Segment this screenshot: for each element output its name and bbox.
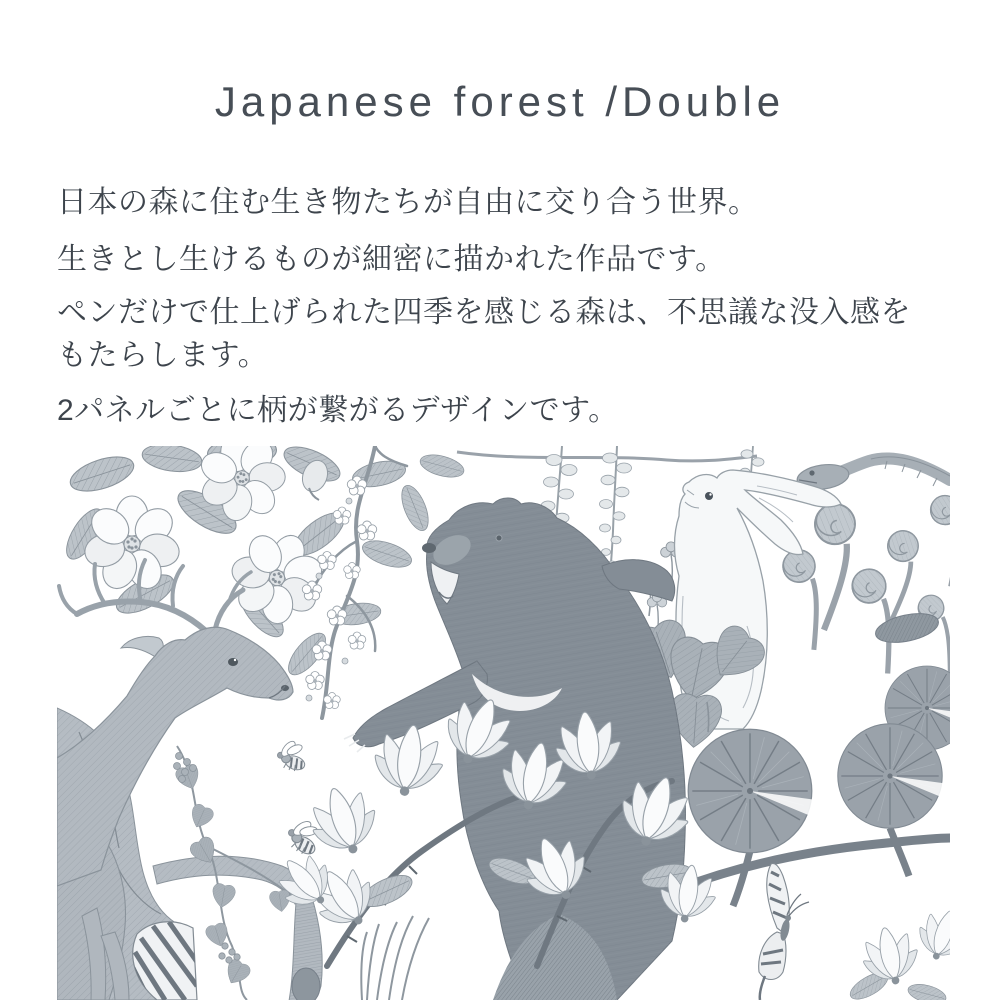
honeybees <box>275 737 321 858</box>
bee <box>286 817 320 858</box>
description-line-2: 生きとし生けるものが細密に描かれた作品です。 <box>57 243 726 276</box>
grass-blades <box>361 916 429 1000</box>
bee <box>275 737 308 776</box>
corner-blossoms <box>846 902 950 1000</box>
product-description <box>57 183 957 430</box>
forest-illustration-svg <box>57 446 950 1000</box>
product-title: Japanese forest /Double <box>214 78 786 125</box>
forest-illustration <box>57 446 950 1000</box>
berry-cluster <box>219 943 240 963</box>
description-line-1: 日本の森に住む生き物たちが自由に交り合う世界。 <box>57 186 759 219</box>
description-line-3: ペンだけで仕上げられた四季を感じる森は、不思議な没入感を <box>57 296 911 329</box>
fiddlehead-ferns <box>781 496 950 678</box>
description-line-4: もたらします。 <box>57 339 269 372</box>
camellia-cluster <box>59 446 466 681</box>
description-line-5: 2パネルごとに柄が繋がるデザインです。 <box>57 394 619 427</box>
swallowtail-butterfly <box>759 864 809 1000</box>
